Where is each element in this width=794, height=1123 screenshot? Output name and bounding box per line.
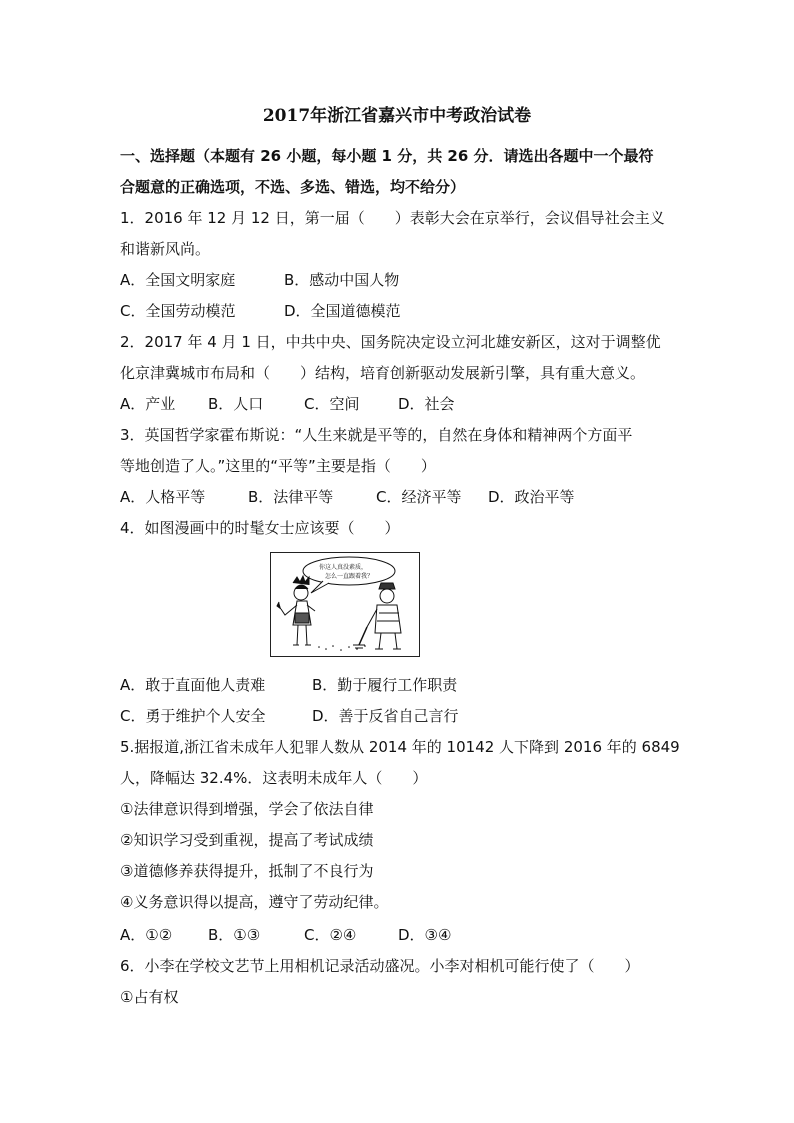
q4-option-b: B．勤于履行工作职责 [312,676,458,694]
q3-option-d: D．政治平等 [488,488,575,506]
section-heading-line2: 合题意的正确选项，不选、多选、错选，均不给分） [120,178,466,196]
q3-option-a: A．人格平等 [120,488,206,506]
q5-stem-line2: 人，降幅达 32.4%．这表明未成年人（ ） [120,769,428,787]
q5-item-3: ③道德修养获得提升，抵制了不良行为 [120,862,374,880]
q5-item-1: ①法律意识得到增强，学会了依法自律 [120,800,374,818]
q2-option-b: B．人口 [208,395,264,413]
lady-figure [277,576,315,645]
q1-option-b: B．感动中国人物 [284,271,400,289]
q2-option-c: C．空间 [304,395,360,413]
bubble-text-line1: 你这人真没素质， [319,564,368,571]
bubble-text-line2: 怎么一直跟着我？ [325,573,374,580]
speech-bubble-tail [311,581,329,593]
q6-stem-line1: 6．小李在学校文艺节上用相机记录活动盛况。小李对相机可能行使了（ ） [120,957,640,975]
q6-item-1: ①占有权 [120,988,179,1006]
q2-option-d: D．社会 [398,395,455,413]
q4-option-d: D．善于反省自己言行 [312,707,459,725]
cartoon-image [270,552,420,657]
q2-option-a: A．产业 [120,395,176,413]
q4-stem-line1: 4．如图漫画中的时髦女士应该要（ ） [120,519,400,537]
q3-option-c: C．经济平等 [376,488,462,506]
q3-stem-line2: 等地创造了人。”这里的“平等”主要是指（ ） [120,457,436,475]
q5-stem-line1: 5.据报道,浙江省未成年人犯罪人数从 2014 年的 10142 人下降到 2016 年的 6849 [120,738,680,756]
q5-option-b: B．①③ [208,926,261,944]
speech-bubble [303,557,395,585]
q3-option-b: B．法律平等 [248,488,334,506]
q1-stem-line2: 和谐新风尚。 [120,240,211,258]
q2-stem-line1: 2．2017 年 4 月 1 日，中共中央、国务院决定设立河北雄安新区，这对于调整优 [120,333,661,351]
q3-stem-line1: 3．英国哲学家霍布斯说：“人生来就是平等的，自然在身体和精神两个方面平 [120,426,633,444]
q1-option-a: A．全国文明家庭 [120,271,236,289]
q1-stem-line1: 1．2016 年 12 月 12 日，第一届（ ）表彰大会在京举行，会议倡导社会主义 [120,209,665,227]
q4-option-a: A．敢于直面他人责难 [120,676,266,694]
page-title: 2017年浙江省嘉兴市中考政治试卷 [262,106,532,126]
q5-option-a: A．①② [120,926,173,944]
q5-option-c: C．②④ [304,926,357,944]
cartoon-drawing [271,553,419,656]
q5-option-d: D．③④ [398,926,452,944]
q5-item-4: ④义务意识得以提高，遵守了劳动纪律。 [120,893,389,911]
worker-figure [353,583,401,649]
q5-item-2: ②知识学习受到重视，提高了考试成绩 [120,831,374,849]
section-heading-line1: 一、选择题（本题有 26 小题，每小题 1 分，共 26 分．请选出各题中一个最符 [120,147,654,165]
q4-option-c: C．勇于维护个人安全 [120,707,266,725]
q1-option-c: C．全国劳动模范 [120,302,236,320]
q1-option-d: D．全国道德模范 [284,302,401,320]
q2-stem-line2: 化京津冀城市布局和（ ）结构，培育创新驱动发展新引擎，具有重大意义。 [120,364,646,382]
